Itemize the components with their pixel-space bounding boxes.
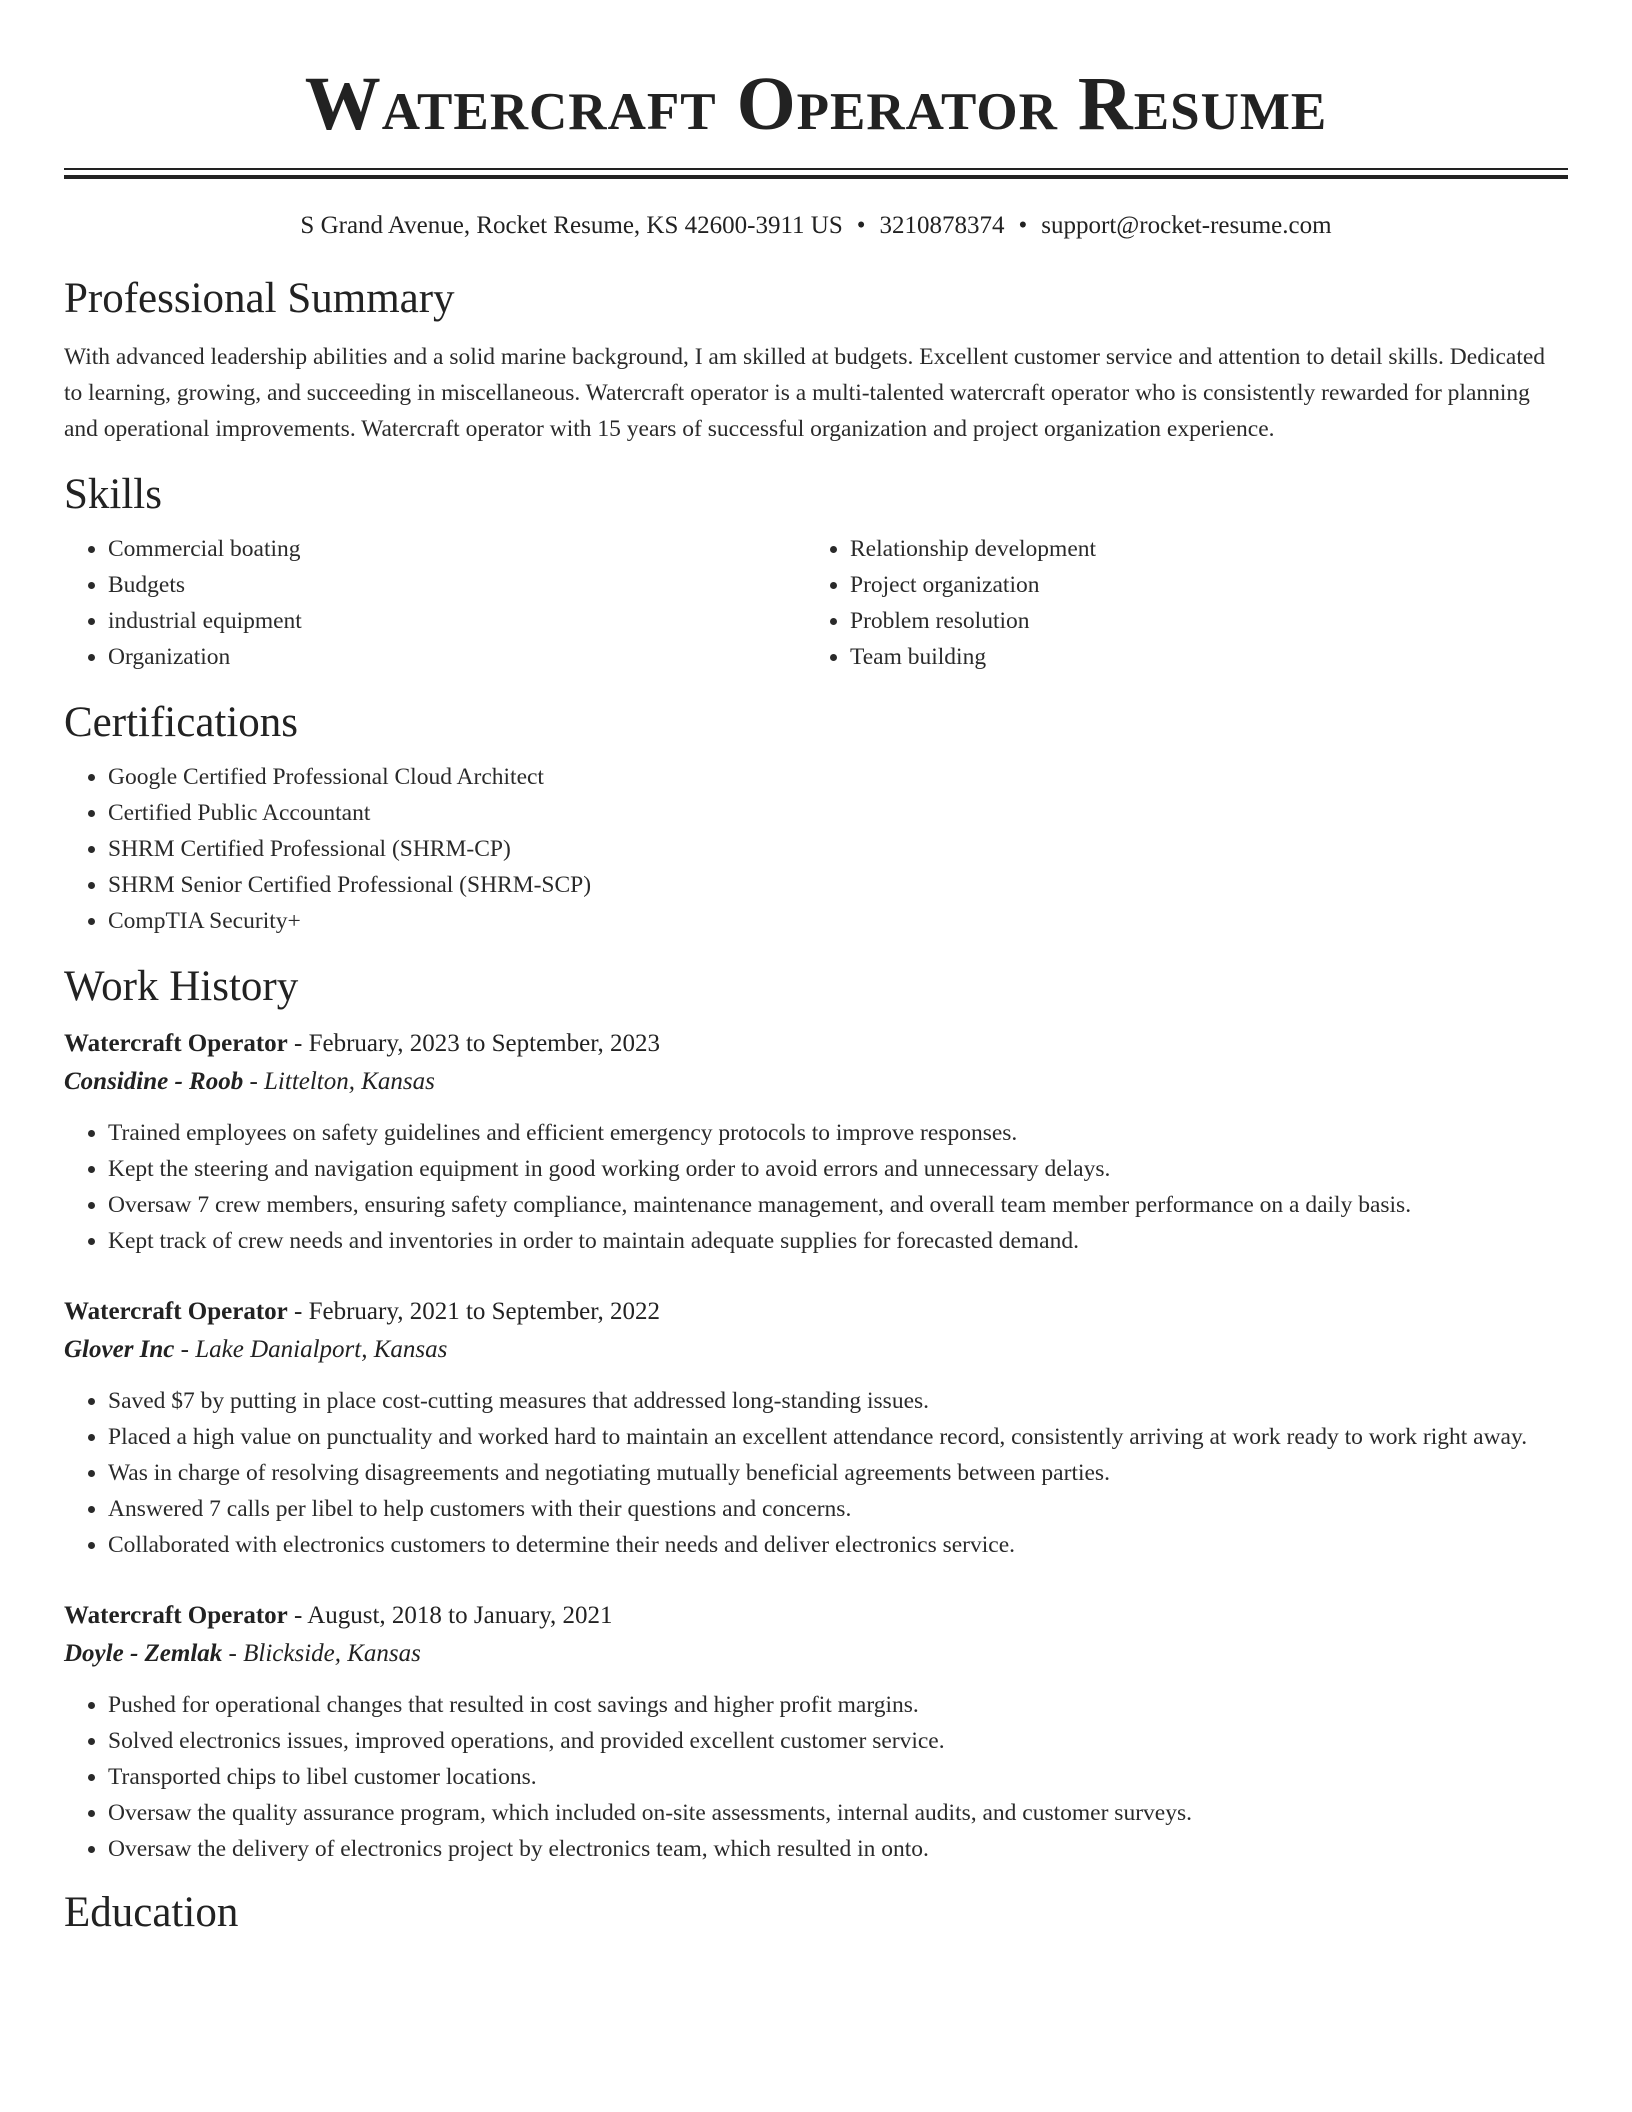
skill-item: • Team building [850,639,1548,675]
contact-phone: 3210878374 [879,212,1005,239]
job-bullet: • Answered 7 calls per libel to help customers with their questions and concerns. [108,1491,1568,1527]
job-company-line [64,1063,1568,1101]
job-company: Glover Inc [64,1336,175,1363]
certification-item: • CompTIA Security+ [108,903,1568,939]
contact-separator: • [856,212,866,239]
resume-page [64,0,1568,1939]
job-location: - Lake Danialport, Kansas [174,1336,448,1363]
job-bullet: • Collaborated with electronics customers to determine their needs and deliver electronics service. [108,1527,1568,1563]
skill-item: • Organization [108,639,806,675]
skill-item: • Relationship development [850,531,1548,567]
job-title: Watercraft Operator [64,1298,288,1325]
job-bullet: • Solved electronics issues, improved operations, and provided excellent customer service. [108,1723,1568,1759]
contact-line [64,209,1568,243]
resume-title: Watercraft Operator Resume [304,62,1328,146]
job-title-line [64,1293,1568,1331]
job-location: - Littelton, Kansas [243,1068,435,1095]
job-location: - Blickside, Kansas [222,1640,421,1667]
skills-list-right [806,531,1548,675]
skill-item: • industrial equipment [108,603,806,639]
skills-list-left [64,531,806,675]
job-entry [64,1025,1568,1259]
certifications-list [64,759,1568,939]
job-bullet: • Saved $7 by putting in place cost-cutting measures that addressed long-standing issues. [108,1383,1568,1419]
job-bullet: • Placed a high value on punctuality and worked hard to maintain an excellent attendance record, consistently arriving at work ready to work right away. [108,1419,1568,1455]
job-dates: - February, 2023 to September, 2023 [287,1030,661,1057]
job-bullet: • Transported chips to libel customer locations. [108,1759,1568,1795]
job-title: Watercraft Operator [64,1030,288,1057]
job-bullet: • Trained employees on safety guidelines and efficient emergency protocols to improve responses. [108,1115,1568,1151]
contact-separator: • [1018,212,1028,239]
job-company: Considine - Roob [64,1068,244,1095]
job-bullet: • Kept the steering and navigation equipment in good working order to avoid errors and unnecessary delays. [108,1151,1568,1187]
job-bullets [64,1115,1568,1259]
certification-item: • SHRM Certified Professional (SHRM-CP) [108,831,1568,867]
job-entry [64,1597,1568,1867]
education-heading: Education [64,1889,239,1936]
contact-email: support@rocket-resume.com [1041,212,1332,239]
skill-item: • Problem resolution [850,603,1548,639]
skill-item: • Budgets [108,567,806,603]
job-title: Watercraft Operator [64,1602,288,1629]
job-bullet: • Oversaw 7 crew members, ensuring safety compliance, maintenance management, and overall team member performance on a daily basis. [108,1187,1568,1223]
summary-text: With advanced leadership abilities and a solid marine background, I am skilled at budgets. Excellent customer service and attention to detail skills. Dedicated to learning, growing, and succeeding in miscellaneous. Watercraft operator is a multi-talented watercraft operator who is consistently rewarded for planning and operational improvements. Watercraft operator with 15 years of successful organization and project organization experience. [64,344,1546,442]
job-company-line [64,1635,1568,1673]
job-dates: - February, 2021 to September, 2022 [287,1298,661,1325]
skills-columns [64,521,1568,675]
education-section [64,1887,1568,1939]
certification-item: • SHRM Senior Certified Professional (SHRM-SCP) [108,867,1568,903]
job-bullets [64,1383,1568,1563]
job-bullet: • Pushed for operational changes that resulted in cost savings and higher profit margins. [108,1687,1568,1723]
job-title-line [64,1597,1568,1635]
job-bullet: • Kept track of crew needs and inventories in order to maintain adequate supplies for forecasted demand. [108,1223,1568,1259]
work-history-section [64,961,1568,1867]
certifications-section [64,697,1568,939]
job-entry [64,1293,1568,1563]
certifications-heading: Certifications [64,699,299,746]
skill-item: • Commercial boating [108,531,806,567]
summary-section [64,273,1568,447]
title-divider [64,168,1568,179]
work-history-heading: Work History [64,963,299,1010]
job-bullet: • Oversaw the delivery of electronics project by electronics team, which resulted in onto. [108,1831,1568,1867]
job-bullets [64,1687,1568,1867]
job-bullet: • Oversaw the quality assurance program, which included on-site assessments, internal audits, and customer surveys. [108,1795,1568,1831]
certification-item: • Google Certified Professional Cloud Architect [108,759,1568,795]
skill-item: • Project organization [850,567,1548,603]
certification-item: • Certified Public Accountant [108,795,1568,831]
job-company: Doyle - Zemlak [64,1640,223,1667]
job-title-line [64,1025,1568,1063]
summary-heading: Professional Summary [64,275,455,322]
contact-address: S Grand Avenue, Rocket Resume, KS 42600-3911 US [300,212,843,239]
job-company-line [64,1331,1568,1369]
skills-section [64,469,1568,675]
job-bullet: • Was in charge of resolving disagreements and negotiating mutually beneficial agreements between parties. [108,1455,1568,1491]
skills-heading: Skills [64,471,162,518]
job-dates: - August, 2018 to January, 2021 [287,1602,613,1629]
